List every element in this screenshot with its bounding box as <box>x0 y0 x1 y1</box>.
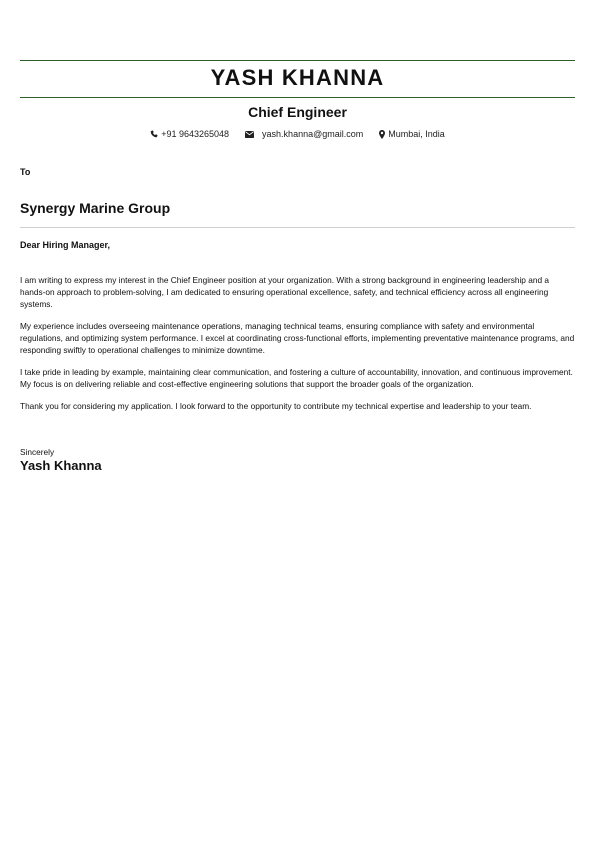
phone-icon <box>150 130 158 138</box>
letter-paragraph: Thank you for considering my application. I look forward to the opportunity to contribute my technical expertise and leadership to your team. <box>20 401 532 411</box>
envelope-icon <box>245 131 254 138</box>
salutation: Dear Hiring Manager, <box>20 240 111 250</box>
header-bottom-rule <box>20 97 575 98</box>
closing: Sincerely <box>20 447 55 457</box>
contact-info <box>20 128 575 140</box>
email-address: yash.khanna@gmail.com <box>262 129 364 139</box>
letter-paragraph: I am writing to express my interest in the Chief Engineer position at your organization. With a strong background in engineering leadership and a hands-on approach to problem-solving, I am dedicated to ensuring operational excellence, safety, and technical efficiency across all engineering systems. <box>20 275 549 309</box>
letter-paragraph: My experience includes overseeing maintenance operations, managing technical teams, ensuring compliance with safety and environmental regulations, and optimizing system performance. I excel at coordinating cross-functional efforts, implementing preventative maintenance programs, and responding swiftly to operational challenges to minimize downtime. <box>20 321 575 355</box>
contact-phone <box>150 128 229 140</box>
letter-body <box>20 274 575 422</box>
recipient-company: Synergy Marine Group <box>20 200 171 216</box>
to-label: To <box>20 167 31 177</box>
letter-paragraph: I take pride in leading by example, maintaining clear communication, and fostering a culture of accountability, innovation, and continuous improvement. My focus is on delivering reliable and cost-effective engineering solutions that support the broader goals of the organization. <box>20 367 573 389</box>
applicant-name: YASH KHANNA <box>210 65 385 90</box>
location-text: Mumbai, India <box>388 129 445 139</box>
header-top-rule <box>20 60 575 61</box>
section-divider <box>20 227 575 228</box>
map-marker-icon <box>379 130 385 139</box>
job-title: Chief Engineer <box>248 104 347 120</box>
contact-location <box>379 128 445 140</box>
signature-name: Yash Khanna <box>20 458 102 473</box>
phone-number: +91 9643265048 <box>161 129 230 139</box>
contact-email <box>245 128 363 140</box>
